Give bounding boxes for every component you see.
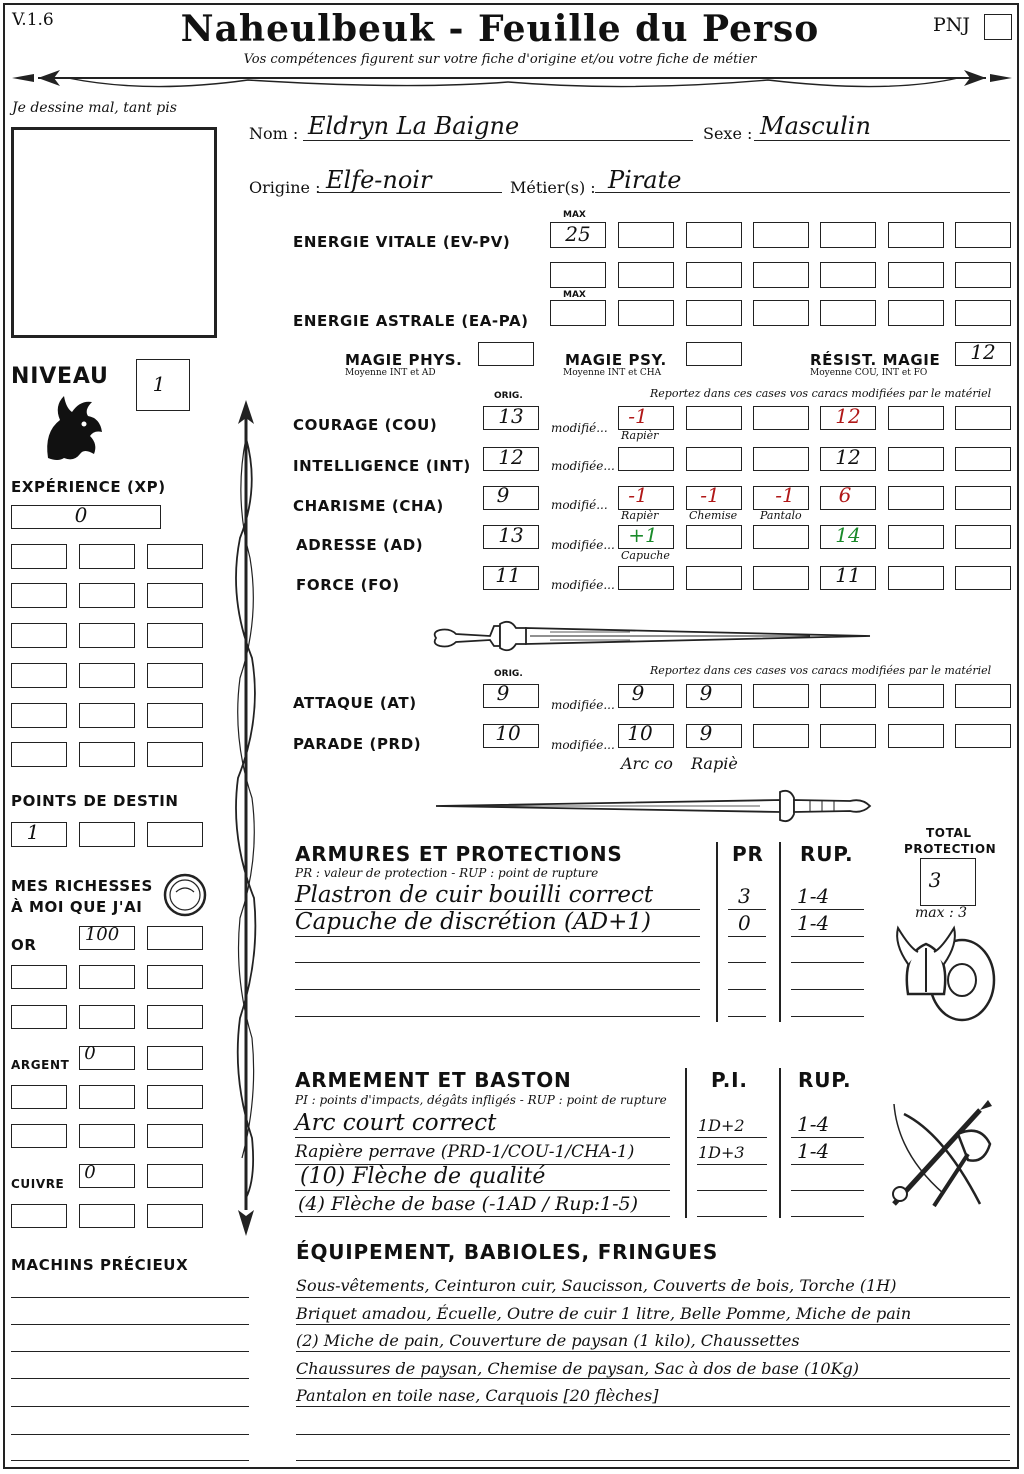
ea-max-box[interactable]: [550, 300, 606, 326]
int-final-value: 12: [835, 445, 861, 469]
ev-box[interactable]: [550, 262, 606, 288]
money-box[interactable]: [11, 1005, 67, 1029]
weapon-row-name[interactable]: (10) Flèche de qualité: [300, 1164, 546, 1189]
cou-final-value: 12: [835, 404, 861, 428]
ad-mod-box[interactable]: [888, 525, 944, 549]
total-protection-label-2: PROTECTION: [904, 842, 997, 856]
nom-value[interactable]: Eldryn La Baigne: [308, 112, 520, 140]
richesses-label-2: À MOI QUE J'AI: [11, 898, 143, 916]
equipment-line[interactable]: (2) Miche de pain, Couverture de paysan (1 kilo), Chaussettes: [296, 1331, 800, 1350]
xp-history-box[interactable]: [11, 623, 67, 648]
ev-box[interactable]: [686, 262, 742, 288]
machins-line[interactable]: [11, 1460, 249, 1461]
prd-note-1: Arc co: [621, 754, 673, 773]
ev-box[interactable]: [820, 262, 876, 288]
ad-label: ADRESSE (AD): [296, 536, 424, 554]
prd-mod-box[interactable]: [753, 724, 809, 748]
equipment-line[interactable]: Pantalon en toile nase, Carquois [20 flèches]: [296, 1386, 659, 1405]
fo-orig-value: 11: [495, 563, 521, 587]
cha-orig-value: 9: [496, 483, 510, 507]
weapons-rup-header: RUP.: [798, 1068, 852, 1092]
metier-label: Métier(s) :: [510, 178, 596, 197]
or-value: 100: [84, 924, 120, 945]
resist-magie-label: RÉSIST. MAGIE: [810, 351, 941, 369]
equipment-empty-line[interactable]: [296, 1460, 1010, 1461]
money-box[interactable]: [11, 1085, 67, 1109]
xp-history-box[interactable]: [147, 544, 203, 569]
armor-row-pr[interactable]: 3: [738, 884, 751, 908]
ea-box[interactable]: [955, 300, 1011, 326]
sexe-label: Sexe :: [703, 124, 753, 143]
money-box[interactable]: [147, 1124, 203, 1148]
cha-mod1-value: -1: [628, 483, 648, 507]
magie-phys-box[interactable]: [478, 342, 534, 366]
argent-label: ARGENT: [11, 1058, 70, 1072]
ad-final-value: 14: [835, 523, 861, 547]
ad-mod-box[interactable]: [753, 525, 809, 549]
sword-icon: [430, 614, 880, 658]
machins-line[interactable]: [11, 1297, 249, 1298]
machins-label: MACHINS PRÉCIEUX: [11, 1256, 189, 1274]
portrait-note: Je dessine mal, tant pis: [12, 100, 177, 116]
sword-icon: [430, 786, 880, 826]
resist-magie-note: Moyenne COU, INT et FO: [810, 368, 928, 378]
weapon-row-name[interactable]: Arc court correct: [295, 1110, 497, 1136]
richesses-label: MES RICHESSES: [11, 877, 153, 895]
ev-box[interactable]: [888, 262, 944, 288]
xp-history-box[interactable]: [147, 583, 203, 608]
xp-label: EXPÉRIENCE (XP): [11, 478, 166, 496]
destin-box[interactable]: [147, 822, 203, 847]
weapons-pi-header: P.I.: [711, 1068, 748, 1092]
money-box[interactable]: [79, 965, 135, 989]
or-label: OR: [11, 936, 37, 954]
equipment-line[interactable]: Briquet amadou, Écuelle, Outre de cuir 1 litre, Belle Pomme, Miche de pain: [296, 1304, 912, 1323]
at-mod2-value: 9: [699, 681, 713, 705]
cha-mod2-note: Chemise: [689, 509, 738, 522]
ev-max-value: 25: [565, 222, 591, 246]
ad-orig-value: 13: [498, 523, 524, 547]
pnj-checkbox[interactable]: [984, 14, 1012, 40]
ev-box[interactable]: [753, 222, 809, 248]
magie-psy-box[interactable]: [686, 342, 742, 366]
cou-label: COURAGE (COU): [293, 416, 438, 434]
ea-box[interactable]: [686, 300, 742, 326]
weapon-row-name[interactable]: Rapière perrave (PRD-1/COU-1/CHA-1): [295, 1142, 635, 1162]
destin-box[interactable]: [79, 822, 135, 847]
xp-history-box[interactable]: [11, 703, 67, 728]
ev-box[interactable]: [955, 222, 1011, 248]
int-orig-value: 12: [498, 445, 524, 469]
prd-mod2-value: 9: [699, 721, 713, 745]
ev-box[interactable]: [820, 222, 876, 248]
prd-mod-box[interactable]: [888, 724, 944, 748]
cou-mod-label: modifié...: [551, 421, 608, 435]
page-subtitle: Vos compétences figurent sur votre fiche d'origine et/ou votre fiche de métier: [243, 52, 757, 67]
max-protection-note: max : 3: [915, 905, 968, 921]
xp-history-box[interactable]: [79, 544, 135, 569]
argent-value: 0: [84, 1043, 96, 1064]
magie-phys-note: Moyenne INT et AD: [345, 368, 436, 378]
xp-history-box[interactable]: [11, 544, 67, 569]
money-box[interactable]: [147, 1204, 203, 1228]
armor-pr-header: PR: [732, 842, 764, 866]
prd-note-2: Rapiè: [691, 754, 738, 773]
xp-history-box[interactable]: [79, 663, 135, 688]
xp-history-box[interactable]: [147, 663, 203, 688]
cha-label: CHARISME (CHA): [293, 497, 444, 515]
ad-mod1-value: +1: [628, 523, 658, 547]
cou-mod-box[interactable]: [955, 406, 1011, 430]
int-mod-box[interactable]: [955, 447, 1011, 471]
int-mod-box[interactable]: [888, 447, 944, 471]
int-mod-box[interactable]: [618, 447, 674, 471]
fo-mod-box[interactable]: [618, 566, 674, 590]
money-box[interactable]: [79, 1124, 135, 1148]
at-mod-box[interactable]: [753, 684, 809, 708]
argent-box[interactable]: [147, 1046, 203, 1070]
version-label: V.1.6: [12, 10, 54, 30]
xp-history-box[interactable]: [11, 663, 67, 688]
cou-mod-value: -1: [628, 404, 648, 428]
xp-history-box[interactable]: [147, 623, 203, 648]
ev-box[interactable]: [618, 222, 674, 248]
ea-max-label: MAX: [563, 290, 586, 300]
fo-mod-box[interactable]: [686, 566, 742, 590]
fo-mod-box[interactable]: [888, 566, 944, 590]
money-box[interactable]: [79, 1005, 135, 1029]
report-note: Reportez dans ces cases vos caracs modifiées par le matériel: [650, 387, 992, 400]
metier-value[interactable]: Pirate: [608, 166, 682, 194]
ea-box[interactable]: [753, 300, 809, 326]
combat-report-note: Reportez dans ces cases vos caracs modifiées par le matériel: [650, 664, 992, 677]
at-mod1-value: 9: [631, 681, 645, 705]
weapon-row-pi[interactable]: 1D+2: [698, 1116, 745, 1135]
ev-box[interactable]: [618, 262, 674, 288]
origine-label: Origine :: [249, 178, 321, 197]
prd-orig-value: 10: [495, 721, 521, 745]
cha-mod1-note: Rapièr: [621, 509, 659, 522]
destin-value: 1: [26, 820, 40, 844]
ev-label: ENERGIE VITALE (EV-PV): [293, 233, 511, 251]
money-box[interactable]: [79, 1204, 135, 1228]
armor-empty-line[interactable]: [295, 962, 700, 963]
cha-mod2-value: -1: [700, 483, 720, 507]
xp-history-box[interactable]: [79, 742, 135, 767]
machins-line[interactable]: [11, 1434, 249, 1435]
fo-final-value: 11: [835, 563, 861, 587]
coin-icon: [162, 872, 208, 918]
int-label: INTELLIGENCE (INT): [293, 457, 471, 475]
crossed-weapons-icon: [884, 1094, 1000, 1214]
ev-box[interactable]: [686, 222, 742, 248]
money-box[interactable]: [79, 1085, 135, 1109]
cha-mod3-value: -1: [775, 483, 795, 507]
fo-mod-box[interactable]: [955, 566, 1011, 590]
armor-row-rup[interactable]: 1-4: [797, 884, 830, 908]
fo-mod-label: modifiée...: [551, 578, 615, 592]
ea-label: ENERGIE ASTRALE (EA-PA): [293, 312, 529, 330]
ad-mod-label: modifiée...: [551, 538, 615, 552]
at-orig-value: 9: [496, 681, 510, 705]
at-mod-label: modifiée...: [551, 698, 615, 712]
money-box[interactable]: [11, 1124, 67, 1148]
int-mod-box[interactable]: [753, 447, 809, 471]
spear-icon: [226, 398, 266, 1238]
cou-mod-box[interactable]: [888, 406, 944, 430]
cuivre-value: 0: [84, 1162, 96, 1183]
xp-history-box[interactable]: [79, 703, 135, 728]
orig-label: ORIG.: [494, 391, 523, 401]
int-mod-label: modifiée...: [551, 459, 615, 473]
xp-history-box[interactable]: [11, 742, 67, 767]
spear-divider-icon: [8, 64, 1016, 98]
nom-label: Nom :: [249, 124, 299, 143]
combat-orig-label: ORIG.: [494, 669, 523, 679]
money-box[interactable]: [11, 1204, 67, 1228]
cou-orig-value: 13: [498, 404, 524, 428]
at-mod-box[interactable]: [820, 684, 876, 708]
armor-empty-line[interactable]: [295, 1016, 700, 1017]
ev-box[interactable]: [955, 262, 1011, 288]
ev-max-label: MAX: [563, 210, 586, 220]
pnj-label: PNJ: [933, 14, 971, 36]
total-protection-label: TOTAL: [926, 826, 972, 840]
machins-line[interactable]: [11, 1324, 249, 1325]
ev-box[interactable]: [753, 262, 809, 288]
destin-label: POINTS DE DESTIN: [11, 792, 179, 810]
ad-mod1-note: Capuche: [621, 549, 670, 562]
armor-title: ARMURES ET PROTECTIONS: [295, 842, 623, 866]
equipment-line[interactable]: Sous-vêtements, Ceinturon cuir, Saucisson, Couverts de bois, Torche (1H): [296, 1276, 897, 1295]
machins-line[interactable]: [11, 1351, 249, 1352]
weapon-row-pi[interactable]: 1D+3: [698, 1143, 745, 1162]
xp-history-box[interactable]: [147, 703, 203, 728]
machins-line[interactable]: [11, 1406, 249, 1407]
cha-mod-box[interactable]: [955, 486, 1011, 510]
cha-mod-label: modifié...: [551, 498, 608, 512]
armor-rup-header: RUP.: [800, 842, 854, 866]
page-title: Naheulbeuk - Feuille du Perso: [180, 8, 820, 50]
weapon-row-name[interactable]: (4) Flèche de base (-1AD / Rup:1-5): [298, 1193, 639, 1215]
niveau-label: NIVEAU: [11, 364, 109, 389]
money-box[interactable]: [147, 1085, 203, 1109]
magie-phys-label: MAGIE PHYS.: [345, 351, 463, 369]
armor-row-pr[interactable]: 0: [738, 911, 751, 935]
sexe-value[interactable]: Masculin: [760, 112, 871, 140]
armor-note: PR : valeur de protection - RUP : point de rupture: [295, 866, 599, 880]
cou-mod-box[interactable]: [753, 406, 809, 430]
armor-row-name[interactable]: Plastron de cuir bouilli correct: [295, 882, 654, 908]
magie-psy-note: Moyenne INT et CHA: [563, 368, 662, 378]
prd-label: PARADE (PRD): [293, 735, 422, 753]
helmet-shield-icon: [888, 924, 1000, 1028]
ev-box[interactable]: [888, 222, 944, 248]
niveau-value: 1: [152, 372, 166, 396]
money-box[interactable]: [147, 1005, 203, 1029]
cou-mod-box[interactable]: [686, 406, 742, 430]
money-box[interactable]: [147, 965, 203, 989]
equipment-title: ÉQUIPEMENT, BABIOLES, FRINGUES: [296, 1240, 719, 1264]
xp-history-box[interactable]: [79, 583, 135, 608]
at-mod-box[interactable]: [888, 684, 944, 708]
total-protection-value: 3: [928, 868, 942, 892]
ea-box[interactable]: [820, 300, 876, 326]
armor-row-rup[interactable]: 1-4: [797, 911, 830, 935]
cuivre-label: CUIVRE: [11, 1177, 65, 1191]
portrait-box[interactable]: [11, 127, 217, 338]
cou-mod-note: Rapièr: [621, 429, 659, 442]
prd-mod-label: modifiée...: [551, 738, 615, 752]
resist-magie-value: 12: [970, 340, 996, 364]
money-box[interactable]: [11, 965, 67, 989]
ea-box[interactable]: [888, 300, 944, 326]
at-label: ATTAQUE (AT): [293, 694, 417, 712]
cha-final-value: 6: [838, 483, 852, 507]
xp-history-box[interactable]: [79, 623, 135, 648]
weapon-row-rup[interactable]: 1-4: [797, 1139, 830, 1163]
fo-mod-box[interactable]: [753, 566, 809, 590]
dragon-icon: [40, 392, 106, 464]
machins-line[interactable]: [11, 1378, 249, 1379]
armor-empty-line[interactable]: [295, 989, 700, 990]
prd-mod-box[interactable]: [820, 724, 876, 748]
equipment-line[interactable]: Chaussures de paysan, Chemise de paysan, Sac à dos de base (10Kg): [296, 1359, 860, 1378]
at-mod-box[interactable]: [955, 684, 1011, 708]
int-mod-box[interactable]: [686, 447, 742, 471]
cha-mod3-note: Pantalo: [760, 509, 802, 522]
weapon-row-rup[interactable]: 1-4: [797, 1112, 830, 1136]
cuivre-box[interactable]: [147, 1164, 203, 1188]
prd-mod-box[interactable]: [955, 724, 1011, 748]
prd-mod1-value: 10: [627, 721, 653, 745]
equipment-empty-line[interactable]: [296, 1434, 1010, 1435]
ad-mod-box[interactable]: [955, 525, 1011, 549]
xp-value: 0: [74, 503, 88, 527]
ea-box[interactable]: [618, 300, 674, 326]
weapons-title: ARMEMENT ET BASTON: [295, 1068, 572, 1092]
xp-history-box[interactable]: [11, 583, 67, 608]
xp-history-box[interactable]: [147, 742, 203, 767]
armor-row-name[interactable]: Capuche de discrétion (AD+1): [295, 909, 651, 935]
or-box[interactable]: [147, 926, 203, 950]
origine-value[interactable]: Elfe-noir: [326, 166, 432, 194]
magie-psy-label: MAGIE PSY.: [565, 351, 667, 369]
fo-label: FORCE (FO): [296, 576, 400, 594]
cha-mod-box[interactable]: [888, 486, 944, 510]
ad-mod-box[interactable]: [686, 525, 742, 549]
weapons-note: PI : points d'impacts, dégâts infligés - RUP : point de rupture: [295, 1093, 667, 1107]
